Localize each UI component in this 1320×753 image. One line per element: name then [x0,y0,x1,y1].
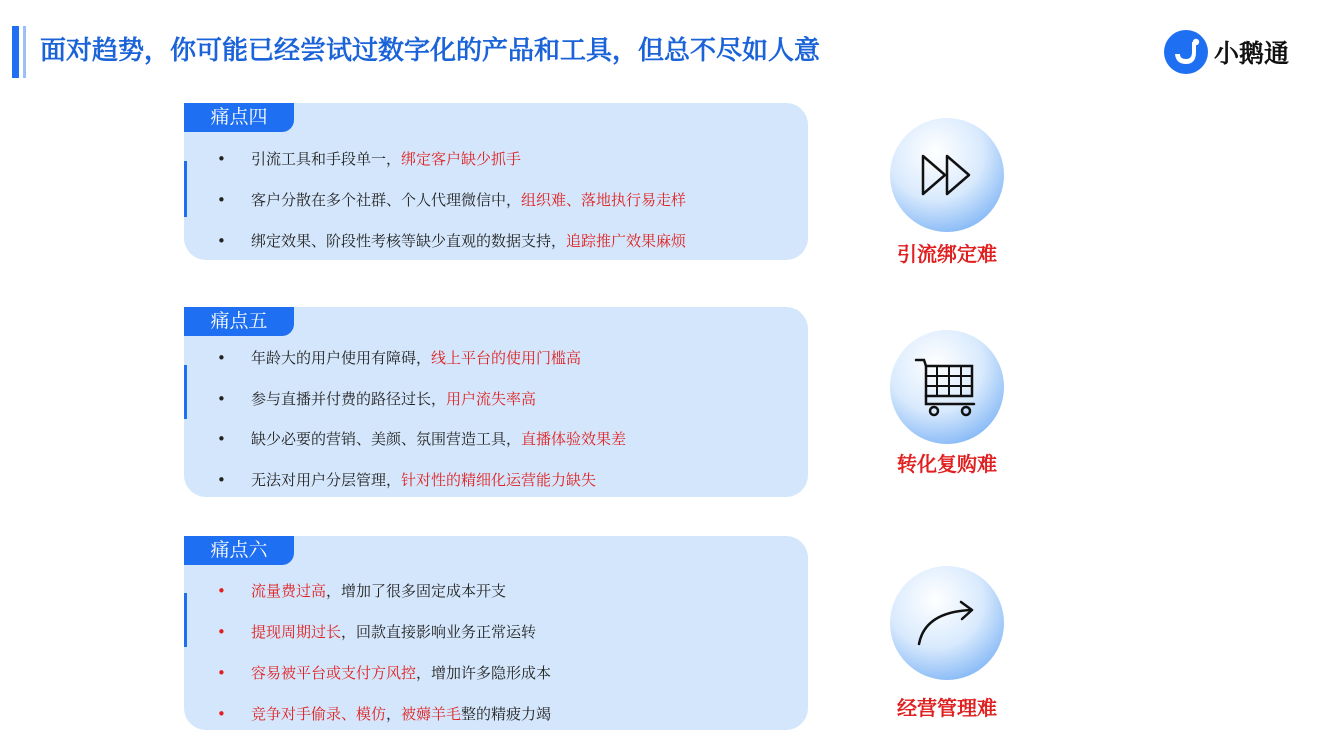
item-text: ，回款直接影响业务正常运转 [341,623,537,641]
item-highlight: 用户流失率高 [446,390,537,408]
list-item [184,346,808,370]
fast-forward-icon [917,150,977,200]
list-item [184,468,808,492]
fast-forward-badge [890,118,1004,232]
shopping-cart-icon [912,354,982,420]
item-text: 引流工具和手段单一， [251,150,402,168]
pain-point-card-6 [184,536,808,730]
item-highlight: 追踪推广效果麻烦 [566,232,687,250]
list-item [184,579,808,603]
item-highlight: 绑定客户缺少抓手 [401,150,522,168]
bullet: • [217,705,226,723]
bullet: • [217,349,226,367]
item-highlight: 竞争对手偷录、模仿 [251,705,387,723]
bullet: • [217,232,226,250]
brand-logo [1164,30,1289,74]
item-highlight: 提现周期过长 [251,623,342,641]
item-highlight: 流量费过高 [251,582,327,600]
item-text: 无法对用户分层管理， [251,471,402,489]
category-label: 经营管理难 [897,696,997,720]
pain-point-tag: 痛点四 [184,103,294,132]
bullet: • [217,191,226,209]
pain-point-card-5 [184,307,808,497]
list-item [184,229,808,253]
list-item [184,427,808,451]
item-text: ， [386,705,402,723]
item-text: 年龄大的用户使用有障碍， [251,349,432,367]
bullet: • [217,150,226,168]
item-highlight: 被薅羊毛 [401,705,462,723]
list-item [184,188,808,212]
category-label: 转化复购难 [897,452,997,476]
bullet: • [217,582,226,600]
item-text: 参与直播并付费的路径过长， [251,390,447,408]
item-text: 绑定效果、阶段性考核等缺少直观的数据支持， [251,232,567,250]
shopping-cart-badge [890,330,1004,444]
item-text: 整的精疲力竭 [461,705,552,723]
item-text: 缺少必要的营销、美颜、氛围营造工具， [251,430,522,448]
item-highlight: 线上平台的使用门槛高 [431,349,582,367]
list-item [184,620,808,644]
list-item [184,147,808,171]
pain-point-card-4 [184,103,808,260]
title-accent-bar [12,26,19,78]
list-item [184,387,808,411]
list-item [184,702,808,726]
item-highlight: 容易被平台或支付方风控 [251,664,417,682]
bullet: • [217,390,226,408]
curved-arrow-icon [915,598,979,648]
bullet: • [217,664,226,682]
bullet: • [217,623,226,641]
list-item [184,661,808,685]
item-highlight: 针对性的精细化运营能力缺失 [401,471,597,489]
item-highlight: 组织难、落地执行易走样 [521,191,687,209]
title-accent-bar-light [23,26,26,78]
pain-point-tag: 痛点六 [184,536,294,565]
bullet: • [217,471,226,489]
item-text: ，增加许多隐形成本 [416,664,552,682]
bullet: • [217,430,226,448]
item-text: 客户分散在多个社群、个人代理微信中， [251,191,522,209]
logo-text: 小鹅通 [1214,39,1290,68]
goose-logo-icon [1164,30,1208,74]
pain-point-tag: 痛点五 [184,307,294,336]
curved-arrow-badge [890,566,1004,680]
page-title: 面对趋势，你可能已经尝试过数字化的产品和工具，但总不尽如人意 [40,36,821,66]
item-text: ，增加了很多固定成本开支 [326,582,507,600]
item-highlight: 直播体验效果差 [521,430,627,448]
category-label: 引流绑定难 [897,242,997,266]
